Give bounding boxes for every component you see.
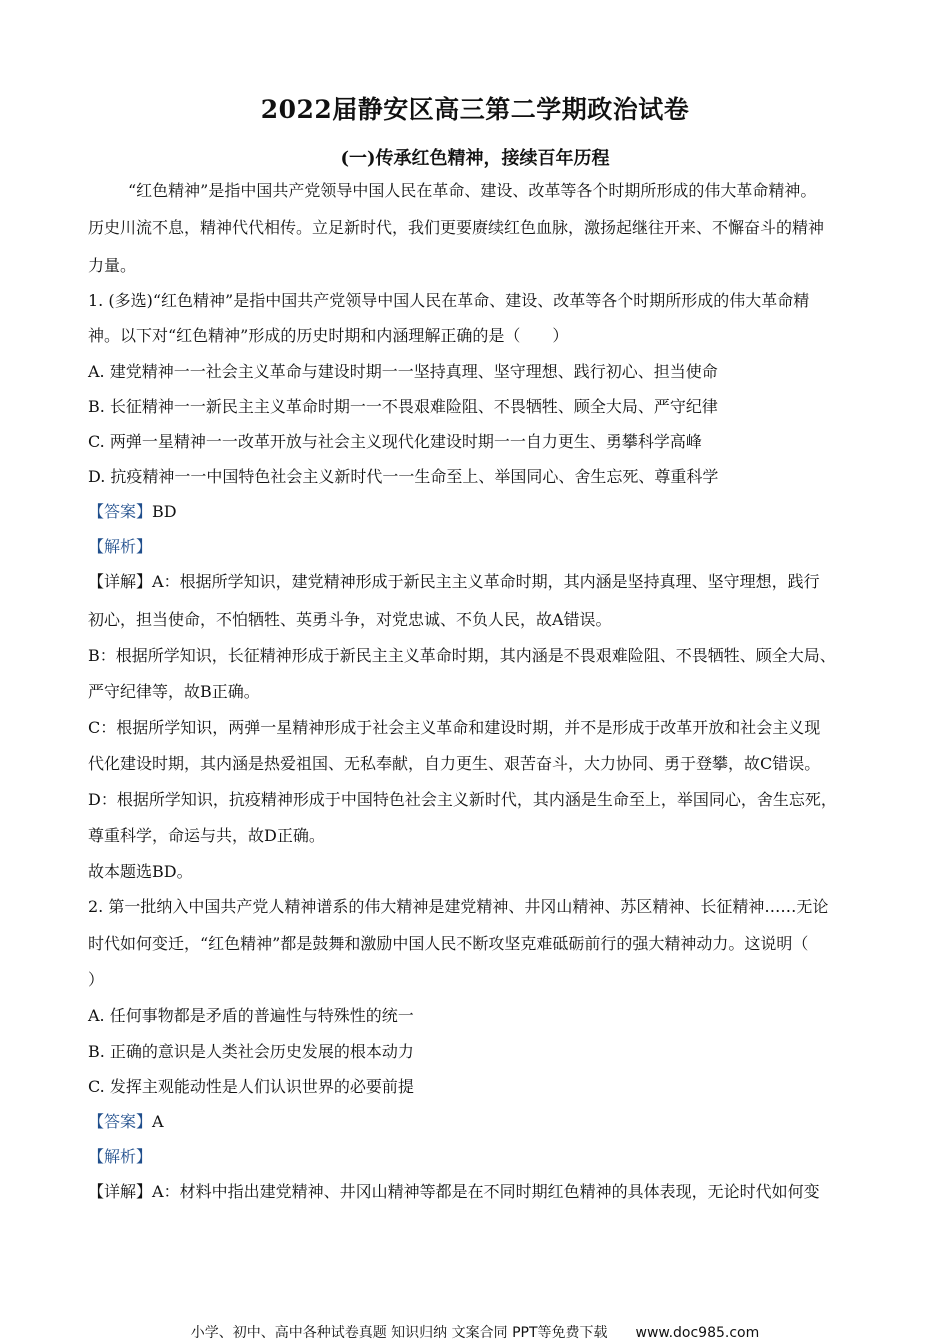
document-title: 2022届静安区高三第二学期政治试卷 [260, 95, 690, 124]
question-2-stem: 时代如何变迁，“红色精神”都是鼓舞和激励中国人民不断攻坚克难砥砺前行的强大精神动力。这说明（ [88, 934, 809, 953]
q1-detail-line: 代化建设时期，其内涵是热爱祖国、无私奉献，自力更生、艰苦奋斗，大力协同、勇于登攀，故C错误。 [88, 754, 821, 773]
q1-option-a: A. 建党精神一一社会主义革命与建设时期一一坚持真理、坚守理想、践行初心、担当使命 [88, 362, 718, 381]
page-footer: 小学、初中、高中各种试卷真题 知识归纳 文案合同 PPT等免费下载 www.doc985.com [190, 1325, 760, 1341]
q1-detail-line: 尊重科学，命运与共，故D正确。 [88, 826, 325, 845]
q2-option-b: B. 正确的意识是人类社会历史发展的根本动力 [88, 1042, 414, 1061]
detail-tag: 【详解】 [88, 572, 153, 591]
detail-text: A：材料中指出建党精神、井冈山精神等都是在不同时期红色精神的具体表现，无论时代如何变 [152, 1182, 820, 1201]
q2-detail [88, 1182, 868, 1202]
answer-tag: 【答案】 [88, 1112, 153, 1131]
intro-line: 历史川流不息，精神代代相传。立足新时代，我们更要赓续红色血脉，激扬起继往开来、不懈奋斗的精神 [88, 218, 825, 237]
q1-detail-line: 严守纪律等，故B正确。 [88, 682, 260, 701]
answer-value: A [152, 1112, 164, 1131]
question-2-stem: 2. 第一批纳入中国共产党人精神谱系的伟大精神是建党精神、井冈山精神、苏区精神、长征精神……无论 [88, 897, 829, 916]
detail-text: A：根据所学知识，建党精神形成于新民主主义革命时期，其内涵是坚持真理、坚守理想，践行 [152, 572, 820, 591]
q2-option-c: C. 发挥主观能动性是人们认识世界的必要前提 [88, 1077, 414, 1096]
q1-detail-line: D：根据所学知识，抗疫精神形成于中国特色社会主义新时代，其内涵是生命至上，举国同心，舍生忘死， [88, 790, 837, 809]
q1-detail-line: C：根据所学知识，两弹一星精神形成于社会主义革命和建设时期，并不是形成于改革开放和社会主义现 [88, 718, 821, 737]
q1-detail-line: B：根据所学知识，长征精神形成于新民主主义革命时期，其内涵是不畏艰难险阻、不畏牺牲、顾全大局、 [88, 646, 836, 665]
q2-analysis-tag [88, 1147, 868, 1167]
q2-option-a: A. 任何事物都是矛盾的普遍性与特殊性的统一 [88, 1006, 414, 1025]
question-1-stem: 神。以下对“红色精神”形成的历史时期和内涵理解正确的是（ ） [88, 326, 569, 345]
answer-value: BD [152, 502, 177, 521]
intro-line: “红色精神”是指中国共产党领导中国人民在革命、建设、改革等各个时期所形成的伟大革命精神。 [128, 181, 817, 200]
q1-option-d: D. 抗疫精神一一中国特色社会主义新时代一一生命至上、举国同心、舍生忘死、尊重科学 [88, 467, 719, 486]
analysis-tag: 【解析】 [88, 537, 153, 556]
q2-answer [88, 1112, 868, 1132]
q1-option-b: B. 长征精神一一新民主主义革命时期一一不畏艰难险阻、不畏牺牲、顾全大局、严守纪律 [88, 397, 718, 416]
section-heading: (一)传承红色精神，接续百年历程 [340, 148, 610, 169]
analysis-tag: 【解析】 [88, 1147, 153, 1166]
question-1-stem: 1. (多选)“红色精神”是指中国共产党领导中国人民在革命、建设、改革等各个时期所形成的伟大革命精 [88, 291, 810, 310]
question-2-stem: ） [88, 970, 105, 989]
q1-analysis-tag [88, 537, 868, 557]
intro-line: 力量。 [88, 256, 137, 275]
q1-answer [88, 502, 868, 522]
detail-tag: 【详解】 [88, 1182, 153, 1201]
q1-option-c: C. 两弹一星精神一一改革开放与社会主义现代化建设时期一一自力更生、勇攀科学高峰 [88, 432, 702, 451]
q1-detail [88, 572, 868, 592]
q1-conclusion: 故本题选BD。 [88, 862, 193, 881]
q1-detail-line: 初心，担当使命，不怕牺牲、英勇斗争，对党忠诚、不负人民，故A错误。 [88, 610, 612, 629]
answer-tag: 【答案】 [88, 502, 153, 521]
